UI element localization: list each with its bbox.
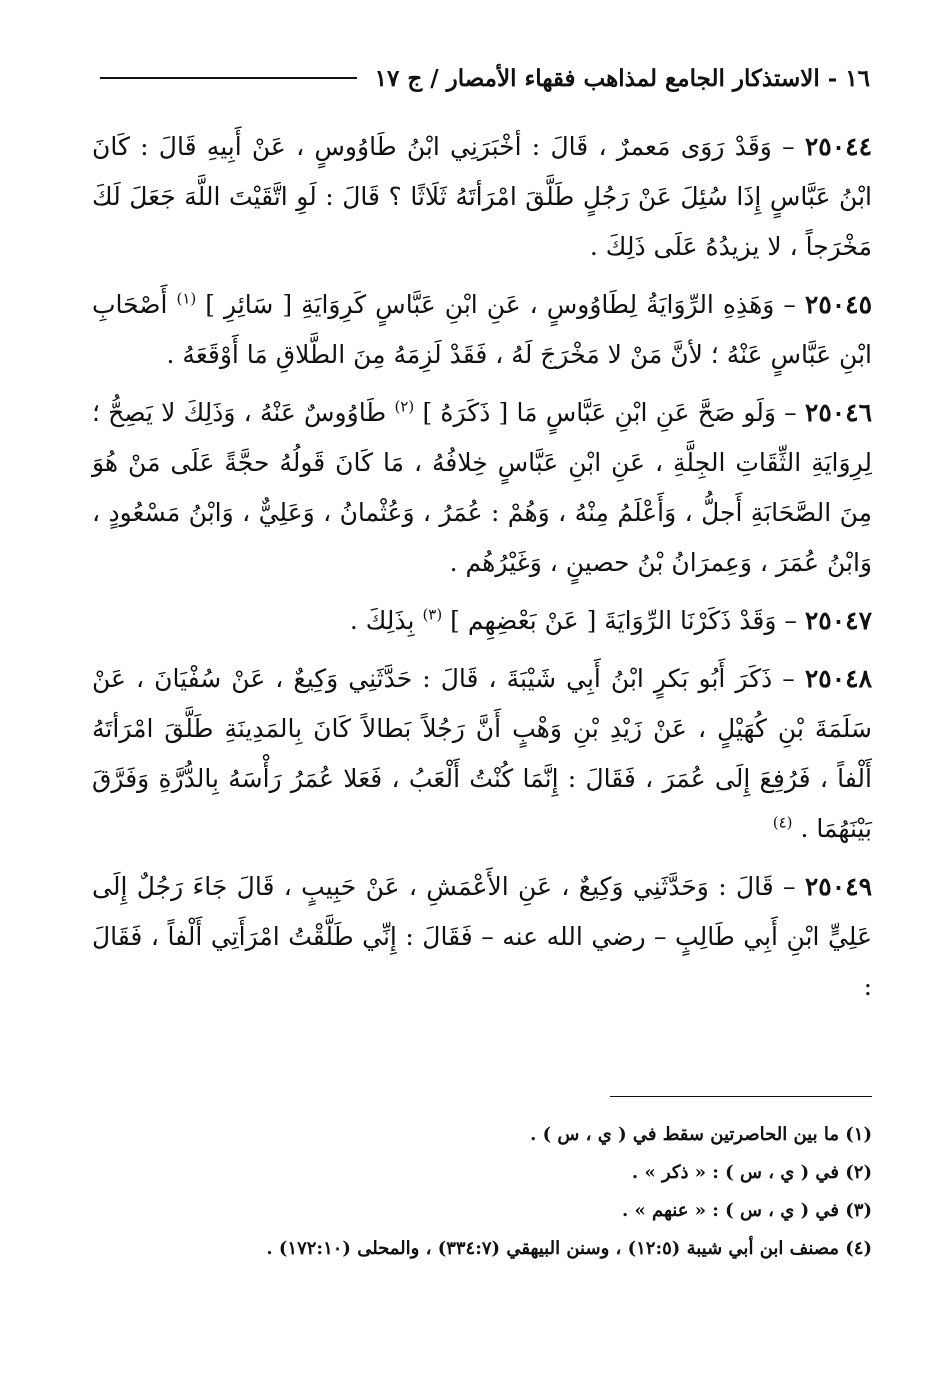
paragraph-25049: [92, 862, 872, 1012]
footnote-ref-3[interactable]: (٣): [422, 605, 443, 624]
paragraph-text: – قَالَ : وَحَدَّثَنِي وَكِيعٌ ، عَنِ الأَعْمَشِ ، عَنْ حَبِيبٍ ، قَالَ جَاءَ رَجُلٌ إِلَى عَلِيٍّ ابْنِ أَبِي طَالِبٍ – رضي الله عنه – فَقَالَ : إِنِّي طَلَّقْتُ امْرَأَتِي أَلْفاً ، فَقَالَ :: [92, 872, 872, 1001]
paragraph-25047: [92, 596, 872, 646]
footnote-3: (٣) في ( ي ، س ) : « عنهم » .: [621, 1200, 872, 1221]
paragraph-text: – ذَكَرَ أَبُو بَكرٍ ابْنُ أَبِي شَيْبَةَ ، قَالَ : حَدَّثَنِي وَكِيعٌ ، عَنْ سُفْيَانَ ، عَنْ سَلَمَةَ بْنِ كُهَيْلٍ ، عَنْ زَيْدِ بْنِ وَهْبٍ أَنَّ رَجُلاً بَطالاً كَانَ بِالمَدِينَةِ طَلَّقَ امْرَأتَهُ أَلْفاً ، فَرُفِعَ إِلَى عُمَرَ ، فَقَالَ : إِنَّمَا كُنْتُ أَلْعَبُ ، فَعَلا عُمَرُ رَأْسَهُ بِالدُّرَّةِ وَفَرَّقَ بَيْنَهُمَا .: [92, 664, 872, 843]
footnote-4: (٤) مصنف ابن أبي شيبة (١٢:٥) ، وسنن البيهقي (٣٣٤:٧) ، والمحلى (١٧٢:١٠) .: [266, 1238, 872, 1259]
page-header: [100, 56, 870, 100]
paragraph-25046: [92, 388, 872, 588]
paragraph-25048: [92, 654, 872, 854]
footnote-separator: [610, 1096, 872, 1097]
paragraph-text-tail: بِذَلِكَ .: [349, 606, 415, 635]
paragraph-text-tail: أَصْحَابِ ابْنِ عَبَّاسٍ عَنْهُ ؛ لأنَّ مَنْ لا مَخْرَجَ لَهُ ، فَقَدْ لَزِمَهُ مِنَ الطَّلاقِ مَا أَوْقَعَهُ .: [92, 290, 872, 369]
footnotes: [120, 1118, 872, 1270]
main-text: [92, 122, 872, 1020]
header-rule: [100, 77, 357, 79]
paragraph-number: ٢٥٠٤٤: [804, 132, 873, 161]
paragraph-text: – وَقَدْ ذَكَرْنَا الرِّوَايَةَ [ عَنْ بَعْضِهِم ]: [450, 606, 797, 635]
paragraph-number: ٢٥٠٤٥: [804, 290, 873, 319]
paragraph-number: ٢٥٠٤٧: [804, 606, 872, 635]
footnote-ref-1[interactable]: (١): [176, 289, 197, 308]
running-title: ١٦ - الاستذكار الجامع لمذاهب فقهاء الأمصار / ج ١٧: [374, 64, 870, 92]
paragraph-text-tail: طَاوُوسٌ عَنْهُ ، وَذَلِكَ لا يَصِحُّ ؛ لِرِوَايَةِ الثِّقَاتِ الجِلَّةِ ، عَنِ ابْنِ عَبَّاسٍ خِلافُهُ ، مَا كَانَ قَولُهُ حجَّةً عَلَى مَنْ هُوَ مِنَ الصَّحَابَةِ أَجلُّ ، وَأَعْلَمُ مِنْهُ ، وَهُمْ : عُمَرُ ، وَعُثْمانُ ، وَعَلِيٌّ ، وَابْنُ مَسْعُودٍ ، وَابْنُ عُمَرَ ، وَعِمرَانُ بْنُ حصينٍ ، وَغَيْرُهُم .: [92, 398, 872, 577]
paragraph-text: – وَلَو صَحَّ عَنِ ابْنِ عَبَّاسٍ مَا [ ذَكَرَهُ ]: [422, 398, 797, 427]
footnote-ref-4[interactable]: (٤): [772, 813, 793, 832]
paragraph-25045: [92, 280, 872, 380]
paragraph-number: ٢٥٠٤٦: [804, 398, 873, 427]
paragraph-25044: [92, 122, 872, 272]
paragraph-number: ٢٥٠٤٨: [804, 664, 872, 693]
paragraph-number: ٢٥٠٤٩: [804, 872, 872, 901]
footnote-1: (١) ما بين الحاصرتين سقط في ( ي ، س ) .: [530, 1124, 872, 1145]
paragraph-text: – وَهَذِهِ الرِّوَايَةُ لِطَاوُوسٍ ، عَنِ ابْنِ عَبَّاسٍ كَرِوَايَةِ [ سَائِرِ ]: [205, 290, 796, 319]
footnote-2: (٢) في ( ي ، س ) : « ذكر » .: [631, 1162, 872, 1183]
paragraph-text: – وَقَدْ رَوَى مَعمرٌ ، قَالَ : أخْبَرَنِي ابْنُ طَاوُوسٍ ، عَنْ أَبِيهِ قَالَ : كَانَ ابْنُ عَبَّاسٍ إِذَا سُئِلَ عَنْ رَجُلٍ طَلَّقَ امْرَأتَهُ ثَلَاثًا ؟ قَالَ : لَوِ اتَّقَيْتَ اللَّهَ جَعَلَ لَكَ مَخْرَجاً ، لا يزيدُهُ عَلَى ذَلِكَ .: [92, 132, 872, 261]
footnote-ref-2[interactable]: (٢): [394, 397, 415, 416]
